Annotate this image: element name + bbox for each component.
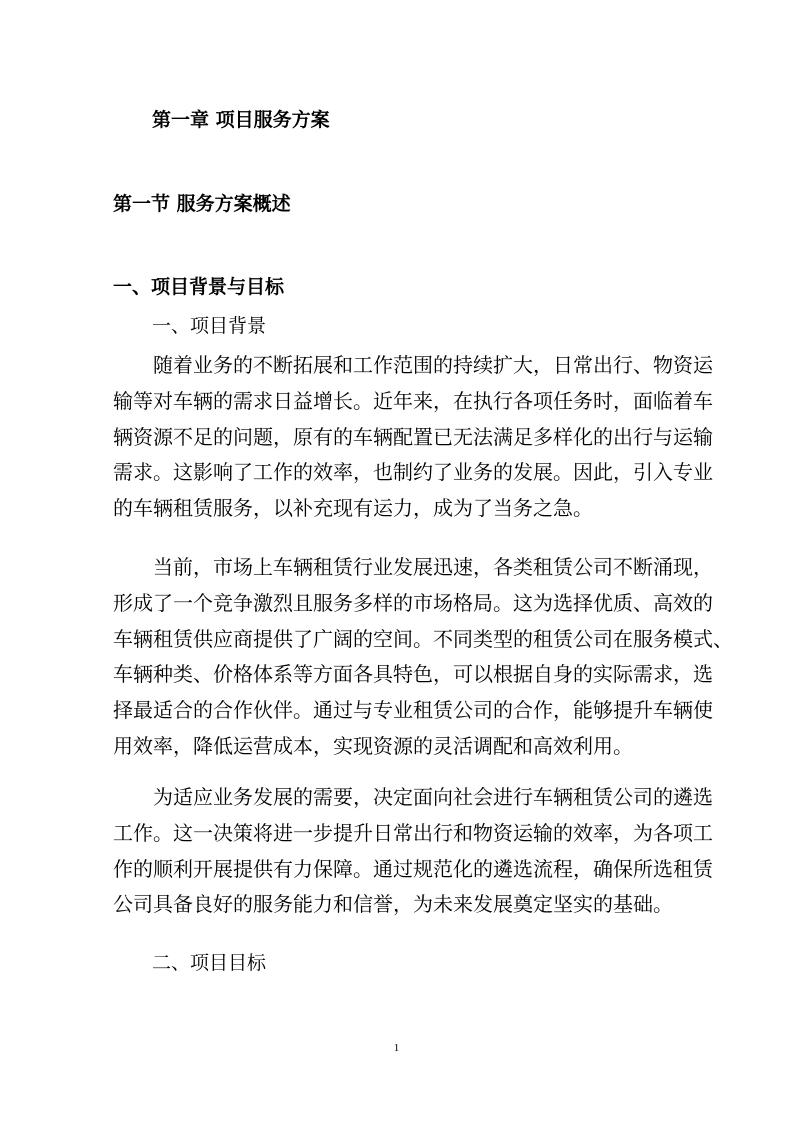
text-line: 的车辆租赁服务，以补充现有运力，成为了当务之急。 [113, 496, 593, 521]
text-line: 形成了一个竞争激烈且服务多样的市场格局。这为选择优质、高效的 [113, 590, 713, 615]
text-line: 公司具备良好的服务能力和信誉，为未来发展奠定坚实的基础。 [113, 892, 673, 917]
paragraph-3 [113, 780, 713, 923]
text-line: 输等对车辆的需求日益增长。近年来，在执行各项任务时，面临着车 [113, 388, 713, 413]
chapter-title: 第一章 项目服务方案 [152, 109, 330, 131]
subheading-goals: 二、项目目标 [152, 952, 267, 974]
text-line: 用效率，降低运营成本，实现资源的灵活调配和高效利用。 [113, 733, 633, 758]
text-line: 车辆租赁供应商提供了广阔的空间。不同类型的租赁公司在服务模式、 [113, 626, 733, 651]
text-line: 择最适合的合作伙伴。通过与专业租赁公司的合作，能够提升车辆使 [113, 698, 713, 723]
text-line: 随着业务的不断拓展和工作范围的持续扩大，日常出行、物资运 [153, 353, 713, 377]
text-line: 当前，市场上车辆租赁行业发展迅速，各类租赁公司不断涌现， [153, 555, 713, 579]
subheading-background: 一、项目背景 [152, 315, 267, 337]
paragraph-2 [113, 550, 733, 765]
page-number: 1 [393, 1042, 400, 1054]
text-line: 需求。这影响了工作的效率，也制约了业务的发展。因此，引入专业 [113, 460, 713, 485]
text-line: 作的顺利开展提供有力保障。通过规范化的遴选流程，确保所选租赁 [113, 856, 713, 881]
text-line: 车辆种类、价格体系等方面各具特色，可以根据自身的实际需求，选 [113, 662, 713, 687]
heading-background-goals: 一、项目背景与目标 [113, 276, 285, 298]
section-title: 第一节 服务方案概述 [113, 193, 291, 215]
text-line: 为适应业务发展的需要，决定面向社会进行车辆租赁公司的遴选 [153, 785, 713, 809]
paragraph-1 [113, 348, 713, 527]
text-line: 辆资源不足的问题，原有的车辆配置已无法满足多样化的出行与运输 [113, 424, 713, 449]
text-line: 工作。这一决策将进一步提升日常出行和物资运输的效率，为各项工 [113, 820, 713, 845]
